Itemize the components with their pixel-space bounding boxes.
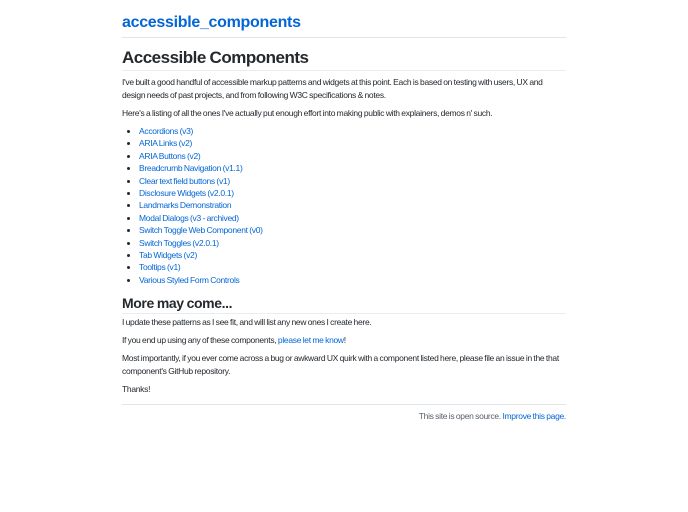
list-item bbox=[139, 199, 566, 211]
intro-paragraph-1: I've built a good handful of accessible markup patterns and widgets at this point. Each is based on testing with users, UX and design needs of past projects, and from following W3C specifications & notes. bbox=[122, 77, 543, 100]
contact-text-prefix: If you end up using any of these components, bbox=[122, 334, 278, 345]
component-link[interactable]: Switch Toggle Web Component (v0) bbox=[139, 225, 263, 236]
component-link[interactable]: Tooltips (v1) bbox=[139, 262, 181, 273]
list-item bbox=[139, 150, 566, 162]
contact-text-suffix: ! bbox=[343, 334, 346, 345]
site-title bbox=[122, 13, 566, 32]
footer bbox=[122, 410, 566, 423]
component-link[interactable]: ARIA Buttons (v2) bbox=[139, 150, 201, 161]
component-link[interactable]: Clear text field buttons (v1) bbox=[139, 175, 230, 186]
list-item bbox=[139, 237, 566, 249]
intro-paragraph-2: Here's a listing of all the ones I've actually put enough effort into making public with explainers, demos n' such. bbox=[122, 108, 493, 118]
component-link[interactable]: Switch Toggles (v2.0.1) bbox=[139, 237, 219, 248]
list-item bbox=[139, 125, 566, 137]
update-paragraph: I update these patterns as I see fit, and will list any new ones I create here. bbox=[122, 316, 372, 327]
list-item bbox=[139, 175, 566, 187]
header-divider bbox=[122, 37, 566, 38]
thanks-paragraph: Thanks! bbox=[122, 383, 151, 394]
footer-text: This site is open source. bbox=[418, 410, 503, 421]
list-item bbox=[139, 137, 566, 149]
contact-link[interactable]: please let me know bbox=[277, 334, 344, 345]
list-item bbox=[139, 224, 566, 236]
component-link[interactable]: Tab Widgets (v2) bbox=[139, 250, 197, 261]
list-item bbox=[139, 162, 566, 174]
footer-divider bbox=[122, 404, 566, 405]
component-link[interactable]: Accordions (v3) bbox=[139, 126, 194, 136]
list-item bbox=[139, 261, 566, 273]
component-link[interactable]: Breadcrumb Navigation (v1.1) bbox=[139, 163, 243, 174]
list-item bbox=[139, 249, 566, 261]
site-title-link[interactable]: accessible_components bbox=[122, 14, 301, 31]
component-link[interactable]: ARIA Links (v2) bbox=[139, 138, 193, 149]
components-list bbox=[122, 125, 566, 286]
component-link[interactable]: Landmarks Demonstration bbox=[139, 200, 232, 211]
improve-page-link[interactable]: Improve this page. bbox=[502, 410, 566, 421]
bug-report-paragraph: Most importantly, if you ever come across a bug or awkward UX quirk with a component listed here, please file an issue in the that component's GitHub repository. bbox=[122, 352, 559, 376]
component-link[interactable]: Disclosure Widgets (v2.0.1) bbox=[139, 188, 234, 199]
contact-paragraph bbox=[122, 334, 566, 347]
component-link[interactable]: Modal Dialogs (v3 - archived) bbox=[139, 212, 239, 223]
list-item bbox=[139, 187, 566, 199]
list-item bbox=[139, 212, 566, 224]
more-may-come-heading: More may come... bbox=[122, 295, 566, 314]
component-link[interactable]: Various Styled Form Controls bbox=[139, 274, 240, 285]
page-title: Accessible Components bbox=[122, 47, 566, 71]
list-item bbox=[139, 274, 566, 286]
content-column bbox=[122, 0, 566, 423]
